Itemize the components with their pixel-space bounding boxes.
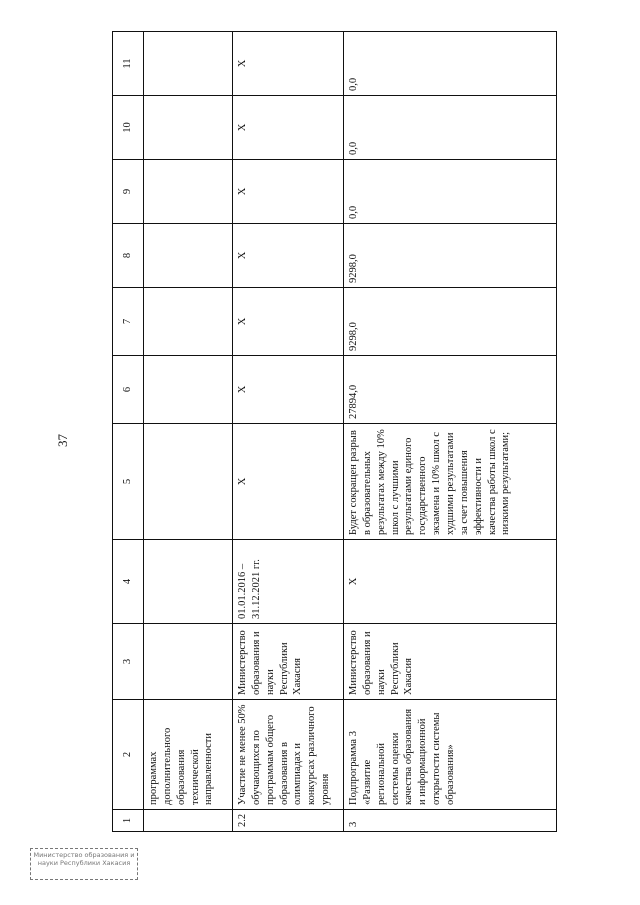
cell-period [144,540,233,624]
cell-value: Х [233,288,344,356]
cell-value [144,356,233,424]
table-row [344,32,557,832]
col-header-2: 2 [113,700,144,810]
col-header-5: 5 [113,424,144,540]
cell-value: Х [233,96,344,160]
col-header-6: 6 [113,356,144,424]
col-header-10: 10 [113,96,144,160]
table-row [233,32,344,832]
registration-stamp: Министерство образования и науки Республики Хакасия [30,848,138,880]
cell-result [144,424,233,540]
cell-number [144,810,233,832]
cell-number: 3 [344,810,557,832]
cell-value: 9298,0 [344,224,557,288]
table-row [144,32,233,832]
cell-value: Х [233,32,344,96]
cell-value [144,224,233,288]
cell-name: Участие не менее 50% обучающихся по программам общего образования в олимпиадах и конкурсах различного уровня [233,700,344,810]
cell-result: Х [233,424,344,540]
cell-value [144,288,233,356]
col-header-11: 11 [113,32,144,96]
program-table-rotated [112,32,575,832]
cell-executor: Министерство образования и науки Республики Хакасия [233,624,344,700]
cell-value: Х [233,160,344,224]
cell-value: 0,0 [344,32,557,96]
cell-value [144,160,233,224]
cell-value: 9298,0 [344,288,557,356]
page-number: 37 [55,434,70,447]
cell-period: 01.01.2016 – 31.12.2021 гг. [233,540,344,624]
col-header-8: 8 [113,224,144,288]
col-header-9: 9 [113,160,144,224]
cell-number: 2.2 [233,810,344,832]
cell-result: Будет сокращен разрыв в образовательных результатах между 10% школ с лучшими результатами единого государственного экзамена и 10% школ с худшими результатами за счет повышения эффективности и качества работы школ с низкими результатами; [344,424,557,540]
cell-period: Х [344,540,557,624]
cell-executor [144,624,233,700]
cell-name: программах дополнительного образования технической направленности [144,700,233,810]
cell-name: Подпрограмма 3 «Развитие региональной системы оценки качества образования и информационной открытости системы образования» [344,700,557,810]
col-header-7: 7 [113,288,144,356]
cell-value: 0,0 [344,160,557,224]
cell-executor: Министерство образования и науки Республики Хакасия [344,624,557,700]
col-header-1: 1 [113,810,144,832]
cell-value: 27894,0 [344,356,557,424]
cell-value [144,32,233,96]
program-table [112,31,557,832]
col-header-4: 4 [113,540,144,624]
cell-value [144,96,233,160]
cell-value: Х [233,224,344,288]
header-row [113,32,144,832]
cell-value: Х [233,356,344,424]
cell-value: 0,0 [344,96,557,160]
col-header-3: 3 [113,624,144,700]
